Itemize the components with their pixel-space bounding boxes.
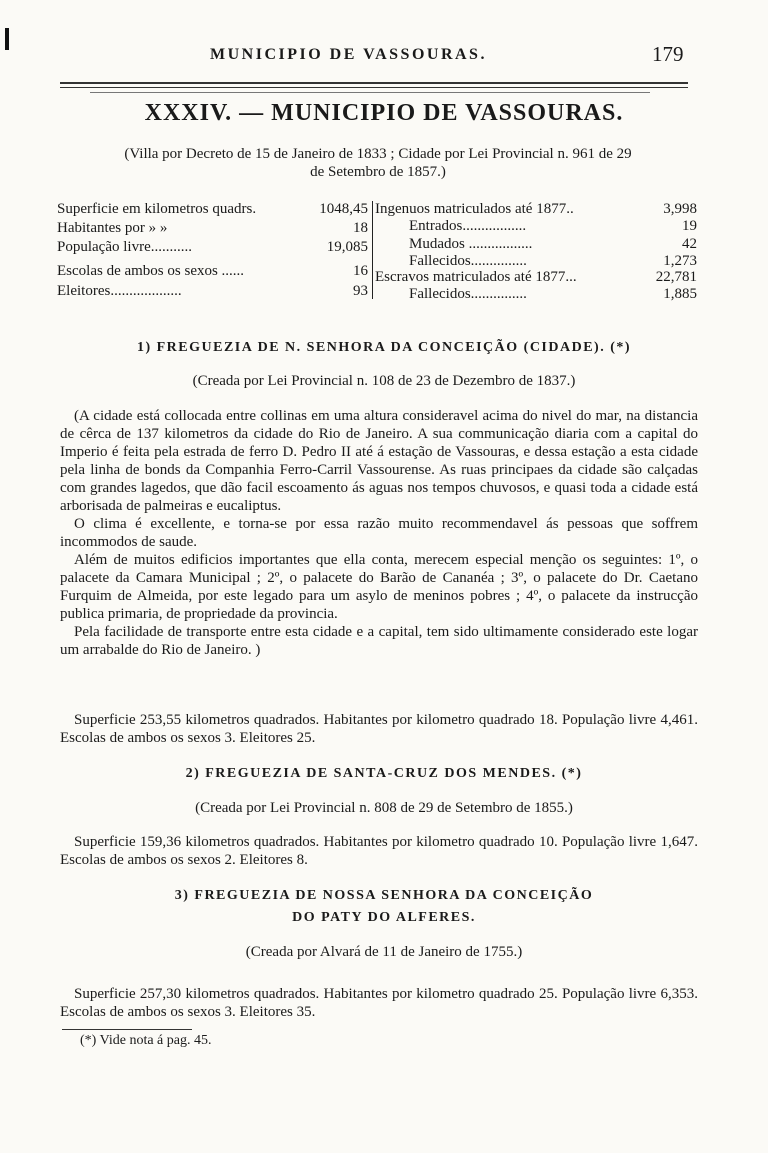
stat-value: 22,781 [655, 269, 697, 285]
footnote-rule [62, 1029, 192, 1030]
column-divider [372, 201, 373, 299]
stat-label: Mudados ................. [409, 236, 533, 252]
chapter-subtitle [58, 145, 698, 181]
stat-label: População livre........... [57, 239, 192, 255]
paragraph: (A cidade está collocada entre collinas em uma altura consideravel acima do nivel do mar, na distancia de cêrca de 137 kilometros da cidade do Rio de Janeiro. A sua communicação diaria com a capital do Imperio é feita pela estrada de ferro D. Pedro II até á estação de Vassouras, e dessa estação a esta cidade pela linha de bonds da Companhia Ferro-Carril Vassourense. As ruas principaes da cidade são calçadas com grandes lagedos, que dão facil escoamento ás aguas nos tempos chuvosos, e quasi toda a cidade está arborisada de palmeiras e eucaliptus. [60, 408, 698, 514]
page-number: 179 [652, 42, 684, 66]
running-title: MUNICIPIO DE VASSOURAS. [210, 46, 487, 63]
stat-label: Escolas de ambos os sexos ...... [57, 263, 245, 279]
stat-value: 1048,45 [319, 201, 368, 217]
stat-label: Habitantes por » » [57, 220, 168, 236]
section-creation: (Creada por Alvará de 11 de Janeiro de 1755.) [245, 944, 523, 960]
section-title: 2) FREGUEZIA DE SANTA-CRUZ DOS MENDES. (*) [185, 766, 583, 781]
paragraph: Pela facilidade de transporte entre esta cidade e a capital, tem sido ultimamente considerado este logar um arrabalde do Rio de Janeiro. ) [60, 624, 698, 658]
subtitle-line: de Setembro de 1857.) [310, 164, 446, 180]
section-stats [60, 985, 698, 1021]
stat-value: 1,273 [663, 253, 697, 269]
stat-label: Ingenuos matriculados até 1877.. [375, 201, 574, 217]
chapter-title: XXXIV. — MUNICIPIO DE VASSOURAS. [144, 100, 624, 126]
section-title: 1) FREGUEZIA DE N. SENHORA DA CONCEIÇÃO (CIDADE). (*) [136, 340, 632, 355]
section-stats [60, 711, 698, 747]
section-title: 3) FREGUEZIA DE NOSSA SENHORA DA CONCEIÇÃO [174, 888, 594, 903]
stat-value: 3,998 [663, 201, 697, 217]
section-description [60, 407, 698, 659]
paragraph: Além de muitos edificios importantes que ella conta, merecem especial menção os seguintes: 1º, o palacete da Camara Municipal ; 2º, o palacete do Barão de Cananéa ; 3º, o palacete do Dr. Caetano Furquim de Almeida, por este legado para um asylo de meninos pobres ; 4º, o palacete da instrucção publica primaria, de propriedade da provincia. [60, 552, 698, 622]
stat-label: Entrados................. [409, 218, 527, 234]
section-stats [60, 833, 698, 869]
footnote: (*) Vide nota á pag. 45. [80, 1033, 212, 1048]
subtitle-line: (Villa por Decreto de 15 de Janeiro de 1833 ; Cidade por Lei Provincial n. 961 de 29 [124, 146, 632, 162]
section-creation: (Creada por Lei Provincial n. 808 de 29 de Setembro de 1855.) [195, 800, 573, 816]
stat-label: Escravos matriculados até 1877... [375, 269, 577, 285]
stat-value: 18 [353, 220, 368, 236]
stat-value: 1,885 [663, 286, 697, 302]
paragraph: Superficie 253,55 kilometros quadrados. Habitantes por kilometro quadrado 18. População livre 4,461. Escolas de ambos os sexos 3. Eleitores 25. [60, 712, 698, 746]
stat-label: Eleitores................... [57, 283, 182, 299]
header-rule-thin [90, 92, 650, 93]
stat-label: Superficie em kilometros quadrs. [57, 201, 257, 217]
stat-label: Fallecidos............... [409, 286, 527, 302]
stat-value: 93 [353, 283, 368, 299]
stat-value: 42 [682, 236, 697, 252]
section-title: DO PATY DO ALFERES. [292, 910, 476, 925]
header-rule [60, 82, 688, 88]
stat-value: 16 [353, 263, 368, 279]
paragraph: Superficie 159,36 kilometros quadrados. Habitantes por kilometro quadrado 10. População livre 1,647. Escolas de ambos os sexos 2. Eleitores 8. [60, 834, 698, 868]
stat-value: 19,085 [326, 239, 368, 255]
margin-mark [5, 28, 9, 50]
stat-value: 19 [682, 218, 697, 234]
stat-label: Fallecidos............... [409, 253, 527, 269]
paragraph: Superficie 257,30 kilometros quadrados. Habitantes por kilometro quadrado 25. População livre 6,353. Escolas de ambos os sexos 3. Eleitores 35. [60, 986, 698, 1020]
paragraph: O clima é excellente, e torna-se por essa razão muito recommendavel ás pessoas que soffrem incommodos de saude. [60, 516, 698, 550]
section-creation: (Creada por Lei Provincial n. 108 de 23 de Dezembro de 1837.) [192, 373, 576, 389]
